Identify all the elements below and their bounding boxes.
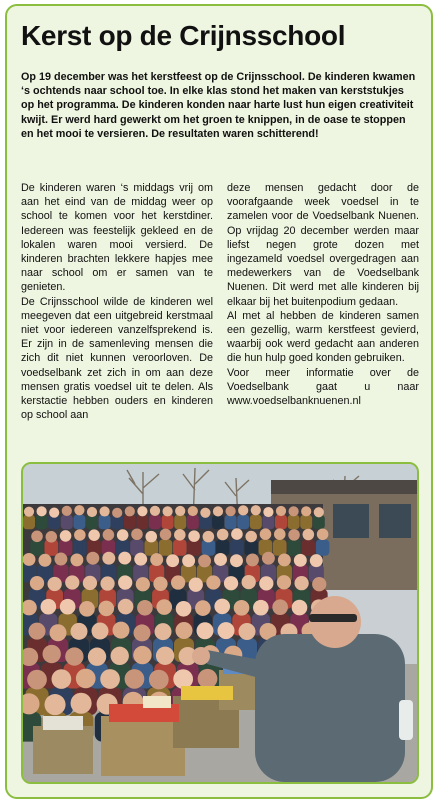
paragraph: Voor meer informatie over de Voedselbank gaat u naar www.voedselbanknuenen.nl bbox=[227, 366, 419, 408]
crowd-person-head bbox=[245, 531, 257, 543]
crowd-person-head bbox=[137, 600, 153, 616]
crowd-person-body bbox=[23, 515, 35, 529]
crowd-person-head bbox=[289, 506, 299, 516]
crowd-person-head bbox=[70, 553, 83, 566]
crowd-person-head bbox=[87, 507, 97, 517]
crowd-person-head bbox=[46, 531, 58, 543]
crowd-person-head bbox=[218, 622, 235, 639]
crowd-person-head bbox=[155, 623, 172, 640]
crowd-person-head bbox=[262, 552, 275, 565]
crowd-person-head bbox=[50, 624, 67, 641]
crowd-person-head bbox=[301, 506, 311, 516]
crowd-person-head bbox=[74, 529, 86, 541]
crowd-person-head bbox=[189, 578, 203, 592]
crowd-person-head bbox=[213, 506, 223, 516]
crowd-person-head bbox=[239, 623, 256, 640]
crowd-person-head bbox=[71, 623, 88, 640]
crowd-person-head bbox=[48, 577, 62, 591]
crowd-person-head bbox=[226, 506, 236, 516]
crowd-person-head bbox=[71, 693, 92, 714]
crowd-person-head bbox=[134, 553, 147, 566]
crowd-person-head bbox=[62, 506, 72, 516]
crowd-person-head bbox=[103, 529, 115, 541]
crowd-person-head bbox=[198, 554, 211, 567]
crowd-person-body bbox=[288, 515, 300, 529]
crowd-person-head bbox=[188, 530, 200, 542]
crowd-person-head bbox=[24, 507, 34, 517]
crowd-person-body bbox=[273, 539, 287, 555]
crowd-person-body bbox=[275, 515, 287, 529]
crowd-person-head bbox=[214, 553, 227, 566]
crowd-person-head bbox=[163, 506, 173, 516]
crowd-person-head bbox=[259, 576, 273, 590]
crowd-person-head bbox=[52, 669, 72, 689]
crowd-person-head bbox=[156, 647, 174, 665]
crowd-person-head bbox=[231, 528, 243, 540]
crowd-person-body bbox=[61, 515, 73, 529]
crowd-person-head bbox=[131, 528, 143, 540]
article-photo bbox=[21, 462, 419, 784]
crowd-person-body bbox=[187, 515, 199, 529]
crowd-person-head bbox=[74, 505, 84, 515]
article-lead: Op 19 december was het kerstfeest op de Crijnsschool. De kinderen kwamen ‘s ochtends naar school toe. In elke klas stond het maken van kerststukjes op het programma. De kinderen konden naar harte lust hun eigen creativiteit kwijt. Er werd hard gewerkt om het groen te knippen, in de oase te stoppen en het mooi te versieren. De resultaten waren schitterend! bbox=[21, 71, 416, 140]
crowd-person-head bbox=[149, 670, 169, 690]
crowd-person-head bbox=[294, 554, 307, 567]
crowd-person-head bbox=[136, 577, 150, 591]
crowd-person-head bbox=[173, 669, 193, 689]
crowd-person-body bbox=[216, 539, 230, 555]
crowd-person-body bbox=[250, 515, 262, 529]
crowd-person-head bbox=[276, 506, 286, 516]
crowd-person-head bbox=[195, 600, 211, 616]
crowd-person-head bbox=[288, 529, 300, 541]
crowd-person-body bbox=[173, 539, 187, 555]
crowd-person-body bbox=[73, 539, 87, 555]
crowd-person-head bbox=[60, 599, 76, 615]
crowd-person-head bbox=[303, 529, 315, 541]
crowd-person-body bbox=[73, 515, 85, 529]
crowd-person-head bbox=[83, 576, 97, 590]
crowd-person-head bbox=[197, 622, 214, 639]
crowd-person-body bbox=[302, 539, 316, 555]
crowd-person-head bbox=[160, 529, 172, 541]
crowd-person-head bbox=[274, 528, 286, 540]
photo-illustration bbox=[23, 464, 417, 782]
crowd-person-head bbox=[317, 528, 329, 540]
crowd-person-body bbox=[36, 515, 48, 529]
crowd-person-body bbox=[287, 539, 301, 555]
crowd-person-head bbox=[100, 576, 114, 590]
crowd-person-head bbox=[134, 624, 151, 641]
crowd-person-head bbox=[41, 599, 57, 615]
crowd-person-head bbox=[88, 529, 100, 541]
crowd-person-head bbox=[292, 600, 308, 616]
crowd-person-head bbox=[49, 508, 59, 518]
crowd-person-head bbox=[27, 670, 47, 690]
crowd-person-head bbox=[29, 623, 46, 640]
crowd-person-body bbox=[136, 515, 148, 529]
crowd-person-head bbox=[88, 648, 106, 666]
crowd-person-head bbox=[310, 554, 323, 567]
crowd-person-head bbox=[65, 647, 83, 665]
crowd-person-head bbox=[242, 575, 256, 589]
crowd-person-head bbox=[153, 577, 167, 591]
column-left bbox=[21, 181, 213, 422]
crowd-person-body bbox=[212, 515, 224, 529]
crowd-person-head bbox=[150, 506, 160, 516]
crowd-person-head bbox=[118, 599, 134, 615]
crowd-person-body bbox=[230, 539, 244, 555]
crowd-person-body bbox=[124, 515, 136, 529]
crowd-person-head bbox=[166, 554, 179, 567]
crowd-person-head bbox=[263, 507, 273, 517]
crowd-person-head bbox=[79, 601, 95, 617]
crowd-person-head bbox=[206, 575, 220, 589]
crowd-person-head bbox=[100, 669, 120, 689]
crowd-person-head bbox=[175, 506, 185, 516]
crowd-person-head bbox=[45, 694, 66, 715]
crowd-person-head bbox=[137, 506, 147, 516]
crowd-person-body bbox=[237, 515, 249, 529]
crowd-person-head bbox=[112, 508, 122, 518]
article-title: Kerst op de Crijnsschool bbox=[21, 20, 346, 51]
crowd-person-head bbox=[251, 505, 261, 515]
crowd-person-body bbox=[99, 515, 111, 529]
crowd-person-head bbox=[150, 553, 163, 566]
crowd-person-head bbox=[171, 575, 185, 589]
crowd-person-head bbox=[102, 552, 115, 565]
crowd-person-head bbox=[188, 506, 198, 516]
crowd-person-head bbox=[92, 623, 109, 640]
crowd-person-head bbox=[133, 646, 151, 664]
crowd-person-head bbox=[278, 553, 291, 566]
paragraph: De Crijnsschool wilde de kinderen wel meegeven dat een uitgebreid kerstmaal niet voor iedereen vanzelfsprekend is. Er zijn in de samenleving mensen die zich dit niet kunnen veroorloven. De voedselbank zet zich in om aan deze mensen gratis voedsel uit te delen. Als kerstactie hebben ouders en kinderen op school aan bbox=[21, 295, 213, 422]
crowd-person-head bbox=[182, 554, 195, 567]
crowd-person-head bbox=[86, 552, 99, 565]
crowd-person-head bbox=[31, 531, 43, 543]
crowd-person-head bbox=[37, 506, 47, 516]
crowd-person-head bbox=[117, 529, 129, 541]
crowd-person-head bbox=[39, 554, 52, 567]
column-right bbox=[227, 181, 419, 422]
crowd-person-head bbox=[176, 622, 193, 639]
crowd-person-head bbox=[125, 669, 145, 689]
paragraph: De kinderen waren ‘s middags vrij om aan het eind van de middag weer op school te komen voor het kerstdiner. Iedereen was feestelijk gekleed en de lokalen waren mooi versierd. De kinderen brachten lekkere hapjes mee naar school om er samen van te genieten. bbox=[21, 182, 213, 294]
crowd-person-head bbox=[217, 529, 229, 541]
crowd-person-head bbox=[60, 530, 72, 542]
crowd-person-head bbox=[54, 553, 67, 566]
crowd-person-head bbox=[118, 552, 131, 565]
crowd-person-head bbox=[118, 575, 132, 589]
crowd-person-head bbox=[98, 601, 114, 617]
crowd-person-head bbox=[30, 576, 44, 590]
article-columns bbox=[21, 181, 419, 422]
photo-bottle bbox=[399, 700, 413, 740]
crowd-person-head bbox=[174, 529, 186, 541]
crowd-person-head bbox=[65, 575, 79, 589]
crowd-person-head bbox=[113, 622, 130, 639]
crowd-person-body bbox=[225, 515, 237, 529]
crowd-person-head bbox=[312, 577, 326, 591]
crowd-person-head bbox=[111, 647, 129, 665]
crowd-person-head bbox=[272, 599, 288, 615]
crowd-person-head bbox=[43, 645, 61, 663]
crowd-person-body bbox=[300, 515, 312, 529]
crowd-person-head bbox=[260, 528, 272, 540]
crowd-person-head bbox=[253, 600, 269, 616]
crowd-person-body bbox=[149, 515, 161, 529]
paragraph: Al met al hebben de kinderen samen een gezellig, warm kerstfeest gevierd, waarbij ook werd gedacht aan anderen die hun hulp goed konden gebruiken. bbox=[227, 309, 419, 365]
crowd-person-body bbox=[159, 539, 173, 555]
crowd-person-head bbox=[238, 505, 248, 515]
crowd-person-head bbox=[198, 669, 218, 689]
crowd-person-head bbox=[200, 508, 210, 518]
crowd-person-head bbox=[100, 506, 110, 516]
crowd-person-body bbox=[174, 515, 186, 529]
crowd-person-head bbox=[156, 599, 172, 615]
crowd-person-head bbox=[246, 553, 259, 566]
crowd-person-head bbox=[230, 554, 243, 567]
crowd-person-head bbox=[234, 600, 250, 616]
crowd-person-head bbox=[224, 576, 238, 590]
crowd-person-body bbox=[316, 539, 330, 555]
crowd-person-body bbox=[162, 515, 174, 529]
crowd-person-head bbox=[176, 601, 192, 617]
crowd-person-head bbox=[23, 553, 35, 566]
crowd-person-head bbox=[76, 669, 96, 689]
article-panel bbox=[5, 4, 433, 799]
crowd-person-head bbox=[294, 576, 308, 590]
crowd-person-head bbox=[125, 506, 135, 516]
crowd-person-head bbox=[277, 575, 291, 589]
crowd-person-head bbox=[214, 599, 230, 615]
crowd-person-head bbox=[145, 531, 157, 543]
crowd-person-head bbox=[203, 531, 215, 543]
paragraph: deze mensen gedacht door de voorafgaande week voedsel in te zamelen voor de Voedselbank Nuenen. Op vrijdag 20 december werden maar liefst negen grote dozen met ingezameld voedsel overgedragen aan medewerkers van de Voedselbank Nuenen. Dit werd met alle kinderen bij elkaar bij het buitenpodium gedaan. bbox=[227, 182, 419, 308]
crowd-person-head bbox=[314, 507, 324, 517]
